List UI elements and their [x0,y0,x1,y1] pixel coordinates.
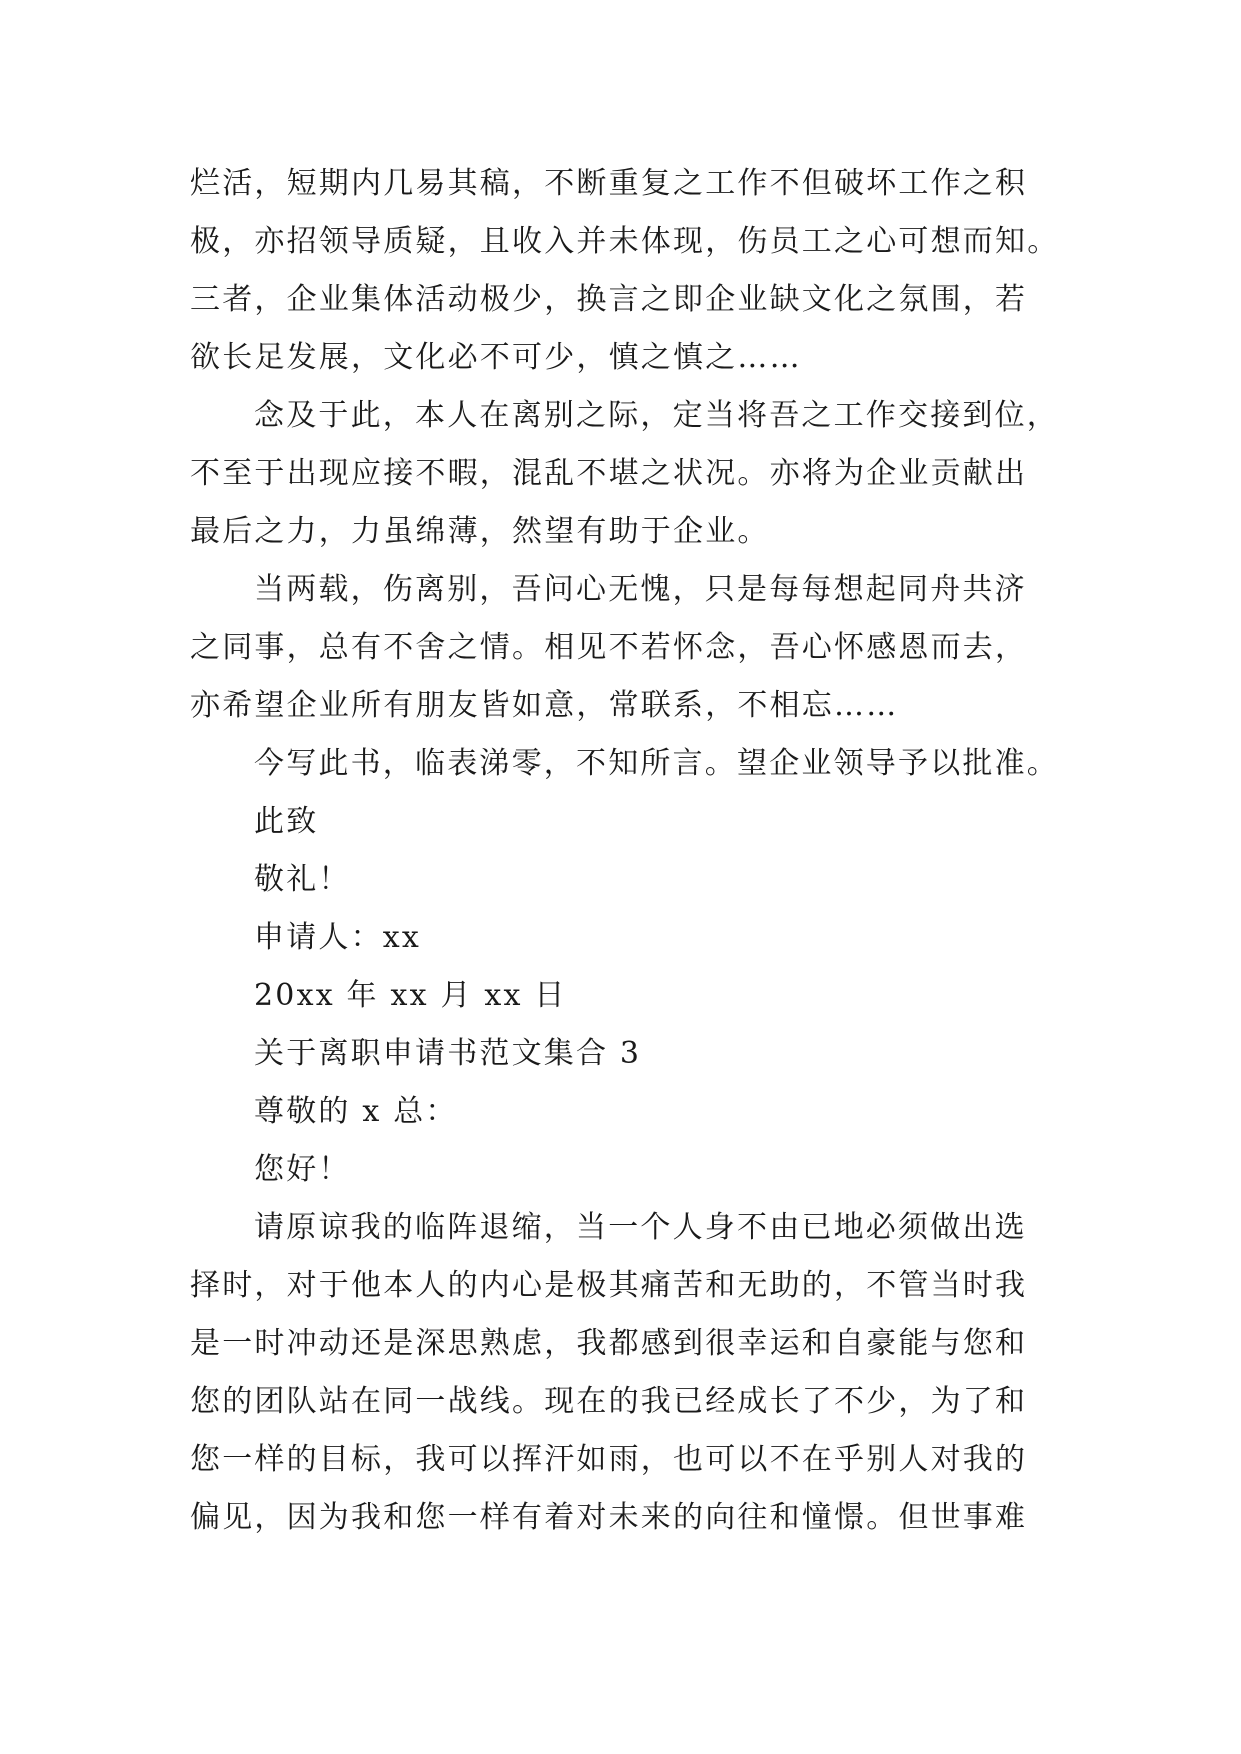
text-line: 此致 [254,804,319,839]
text-line: 今写此书，临表涕零，不知所言。望企业领导予以批准。 [254,746,1059,781]
paragraph-apology [190,1199,1050,1547]
text-line: 之同事，总有不舍之情。相见不若怀念，吾心怀感恩而去， [190,630,1028,665]
paragraph-farewell [190,561,1050,735]
text-line: 择时，对于他本人的内心是极其痛苦和无助的，不管当时我 [190,1268,1028,1303]
closing-regards [190,851,1050,909]
text-line: 20xx 年 xx 月 xx 日 [254,978,567,1013]
text-line: 关于离职申请书范文集合 3 [254,1036,642,1071]
text-line: 申请人：xx [254,920,422,955]
document-body [190,155,1060,1547]
text-line: 三者，企业集体活动极少，换言之即企业缺文化之氛围，若 [190,282,1028,317]
paragraph-culture [190,155,1060,387]
text-line: 当两载，伤离别，吾问心无愧，只是每每想起同舟共济 [254,572,1027,607]
letter-date [190,967,1050,1025]
text-line: 请原谅我的临阵退缩，当一个人身不由已地必须做出选 [254,1210,1027,1245]
text-line: 极，亦招领导质疑，且收入并未体现，伤员工之心可想而知。 [190,224,1060,259]
applicant-signature [190,909,1050,967]
text-line: 不至于出现应接不暇，混乱不堪之状况。亦将为企业贡献出 [190,456,1028,491]
text-line: 您一样的目标，我可以挥汗如雨，也可以不在乎别人对我的 [190,1442,1028,1477]
text-line: 偏见，因为我和您一样有着对未来的向往和憧憬。但世事难 [190,1500,1028,1535]
text-line: 是一时冲动还是深思熟虑，我都感到很幸运和自豪能与您和 [190,1326,1028,1361]
closing-salutation [190,793,1050,851]
text-line: 您好！ [254,1152,351,1187]
text-line: 欲长足发展，文化必不可少，慎之慎之…… [190,340,802,375]
text-line: 烂活，短期内几易其稿，不断重复之工作不但破坏工作之积 [190,166,1028,201]
text-line: 敬礼！ [254,862,351,897]
letter-greeting [190,1141,1050,1199]
paragraph-request-approval [190,735,1059,793]
text-line: 最后之力，力虽绵薄，然望有助于企业。 [190,514,770,549]
letter-addressee [190,1083,1050,1141]
text-line: 亦希望企业所有朋友皆如意，常联系，不相忘…… [190,688,899,723]
text-line: 尊敬的 x 总： [254,1094,458,1129]
text-line: 您的团队站在同一战线。现在的我已经成长了不少，为了和 [190,1384,1028,1419]
paragraph-handover [190,387,1059,561]
section-title [190,1025,1050,1083]
text-line: 念及于此，本人在离别之际，定当将吾之工作交接到位， [254,398,1059,433]
